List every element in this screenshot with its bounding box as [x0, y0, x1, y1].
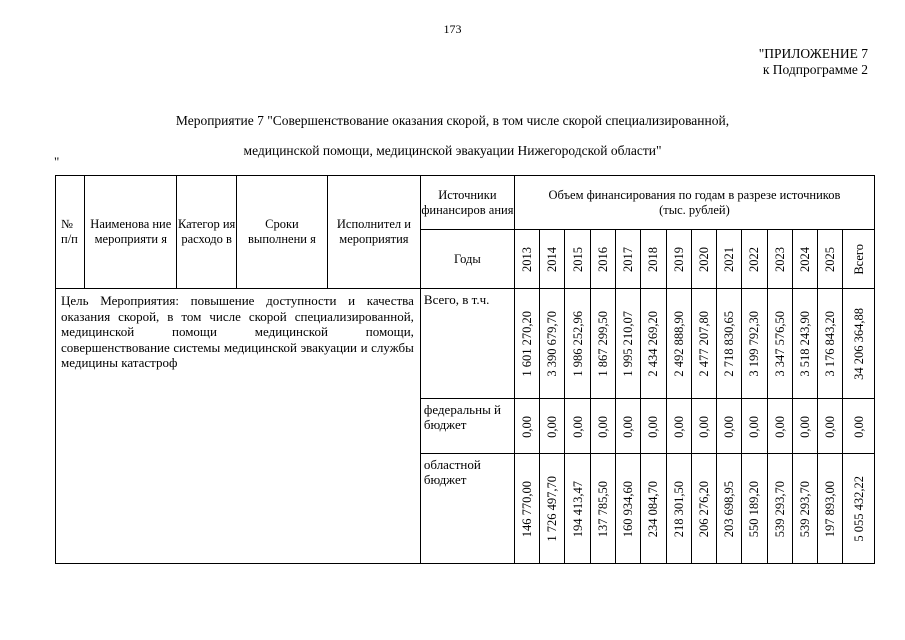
document-title [0, 106, 905, 166]
value-text: 1 726 497,70 [545, 476, 560, 542]
year-header: 2025 [823, 247, 838, 272]
value-cell [691, 454, 716, 564]
value-cell [540, 289, 565, 399]
value-cell [818, 399, 843, 454]
year-header-cell [540, 230, 565, 289]
value-cell [792, 399, 817, 454]
value-text: 0,00 [772, 415, 787, 438]
year-header: 2022 [747, 247, 762, 272]
year-header-cell [514, 230, 539, 289]
value-text: 206 276,20 [696, 480, 711, 538]
value-cell [615, 399, 640, 454]
value-cell [565, 289, 590, 399]
value-cell [742, 399, 767, 454]
year-header-cell [590, 230, 615, 289]
value-cell [843, 454, 875, 564]
year-header: 2014 [545, 247, 560, 272]
header-executors: Исполнител и мероприятия [327, 176, 420, 289]
value-cell [666, 289, 691, 399]
value-text: 3 347 576,50 [772, 311, 787, 377]
value-cell [818, 289, 843, 399]
value-text: 3 176 843,20 [823, 311, 838, 377]
value-text: 0,00 [595, 415, 610, 438]
value-text: 0,00 [671, 415, 686, 438]
value-cell [514, 399, 539, 454]
value-text: 197 893,00 [823, 480, 838, 538]
value-text: 0,00 [797, 415, 812, 438]
year-header-cell [666, 230, 691, 289]
value-cell [742, 454, 767, 564]
year-header-cell [843, 230, 875, 289]
value-text: 2 718 830,65 [722, 311, 737, 377]
appendix-title: "ПРИЛОЖЕНИЕ 7 [758, 46, 868, 61]
value-text: 0,00 [621, 415, 636, 438]
value-text: 1 601 270,20 [520, 311, 535, 377]
year-header: Всего [851, 244, 866, 275]
year-header-cell [615, 230, 640, 289]
value-text: 0,00 [823, 415, 838, 438]
header-years-label: Годы [420, 230, 514, 289]
year-header-cell [818, 230, 843, 289]
goal-text: Цель Мероприятия: повышение доступности и качества оказания скорой, в том числе скорой специализированной, медицинской помощи медицинской помощи, совершенствование системы медицинской эвакуации и службы медицины катастроф [56, 289, 421, 564]
value-cell [590, 454, 615, 564]
year-header: 2017 [621, 247, 636, 272]
value-cell [767, 454, 792, 564]
title-line-1: Мероприятие 7 "Совершенствование оказания скорой, в том числе скорой специализированной, [175, 113, 730, 128]
value-cell [666, 399, 691, 454]
value-cell [742, 289, 767, 399]
value-cell [590, 399, 615, 454]
year-header: 2020 [696, 247, 711, 272]
value-cell [540, 454, 565, 564]
value-cell [717, 399, 742, 454]
value-text: 2 434 269,20 [646, 311, 661, 377]
value-text: 0,00 [520, 415, 535, 438]
year-header-cell [717, 230, 742, 289]
value-text: 0,00 [696, 415, 711, 438]
value-text: 0,00 [570, 415, 585, 438]
value-cell [666, 454, 691, 564]
value-cell [641, 289, 666, 399]
year-header-cell [641, 230, 666, 289]
value-cell [565, 454, 590, 564]
value-text: 2 492 888,90 [671, 311, 686, 377]
value-text: 218 301,50 [671, 480, 686, 538]
value-text: 3 518 243,90 [797, 311, 812, 377]
value-text: 234 084,70 [646, 480, 661, 538]
value-cell [717, 289, 742, 399]
value-cell [641, 399, 666, 454]
value-cell [691, 399, 716, 454]
year-header-cell [767, 230, 792, 289]
year-header-cell [742, 230, 767, 289]
value-cell [691, 289, 716, 399]
source-label: Всего, в т.ч. [420, 289, 514, 399]
value-text: 539 293,70 [772, 480, 787, 538]
header-number: № п/п [56, 176, 85, 289]
value-text: 5 055 432,22 [851, 476, 866, 542]
value-cell [565, 399, 590, 454]
value-text: 3 390 679,70 [545, 311, 560, 377]
year-header: 2018 [646, 247, 661, 272]
value-text: 0,00 [646, 415, 661, 438]
value-text: 0,00 [851, 415, 866, 438]
value-cell [843, 399, 875, 454]
value-cell [717, 454, 742, 564]
year-header: 2023 [772, 247, 787, 272]
value-text: 137 785,50 [595, 480, 610, 538]
value-cell [767, 399, 792, 454]
value-text: 550 189,20 [747, 480, 762, 538]
financing-table [55, 175, 875, 564]
value-text: 203 698,95 [722, 480, 737, 538]
appendix-caption [759, 46, 868, 78]
value-text: 146 770,00 [520, 480, 535, 538]
value-text: 0,00 [722, 415, 737, 438]
value-text: 539 293,70 [797, 480, 812, 538]
header-financing-sources: Источники финансиров ания [420, 176, 514, 230]
value-cell [843, 289, 875, 399]
value-text: 0,00 [545, 415, 560, 438]
header-financing-volume: Объем финансирования по годам в разрезе источников (тыс. рублей) [514, 176, 874, 230]
source-label: областной бюджет [420, 454, 514, 564]
header-deadlines: Сроки выполнени я [236, 176, 327, 289]
header-event-name: Наименова ние мероприяти я [85, 176, 177, 289]
value-text: 1 995 210,07 [621, 311, 636, 377]
value-text: 1 986 252,96 [570, 311, 585, 377]
value-cell [641, 454, 666, 564]
value-text: 2 477 207,80 [696, 311, 711, 377]
value-cell [615, 454, 640, 564]
title-line-2: медицинской помощи, медицинской эвакуации Нижегородской области" [243, 143, 662, 158]
appendix-subtitle: к Подпрограмме 2 [762, 62, 868, 77]
header-expense-category: Категор ия расходо в [177, 176, 237, 289]
value-text: 0,00 [747, 415, 762, 438]
value-cell [590, 289, 615, 399]
page-number: 173 [443, 22, 462, 36]
value-cell [514, 454, 539, 564]
year-header: 2013 [520, 247, 535, 272]
year-header-cell [691, 230, 716, 289]
year-header-cell [792, 230, 817, 289]
value-cell [792, 289, 817, 399]
value-cell [615, 289, 640, 399]
value-text: 160 934,60 [621, 480, 636, 538]
value-cell [767, 289, 792, 399]
value-text: 194 413,47 [570, 480, 585, 538]
value-cell [514, 289, 539, 399]
value-text: 34 206 364,88 [851, 308, 866, 380]
source-label: федеральны й бюджет [420, 399, 514, 454]
year-header: 2019 [671, 247, 686, 272]
value-cell [792, 454, 817, 564]
opening-quote: " [54, 154, 60, 169]
year-header: 2016 [595, 247, 610, 272]
year-header: 2021 [722, 247, 737, 272]
value-cell [540, 399, 565, 454]
value-cell [818, 454, 843, 564]
value-text: 3 199 792,30 [747, 311, 762, 377]
value-text: 1 867 299,50 [595, 311, 610, 377]
year-header-cell [565, 230, 590, 289]
year-header: 2024 [797, 247, 812, 272]
year-header: 2015 [570, 247, 585, 272]
